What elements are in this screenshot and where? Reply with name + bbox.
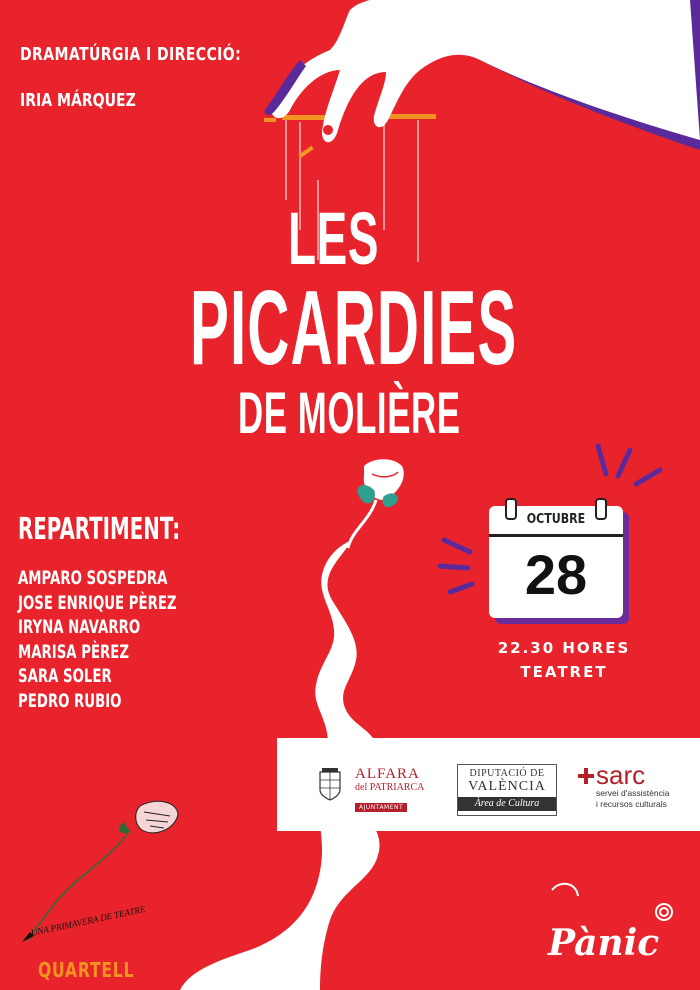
calendar-icon: [489, 506, 629, 624]
sarc-name: sarc: [596, 760, 646, 790]
cast-member: IRYNA NAVARRO: [18, 616, 141, 638]
title-line-3: DE MOLIÈRE: [238, 381, 461, 446]
title-line-1: LES: [288, 197, 380, 280]
alfara-sub: del PATRIARCA: [355, 782, 425, 793]
calendar-ring: [595, 498, 607, 520]
title-line-2: PICARDIES: [190, 269, 518, 387]
diputacio-logo: [457, 764, 557, 816]
cast-member: PEDRO RUBIO: [18, 689, 122, 712]
cast-member: SARA SOLER: [18, 665, 112, 687]
shield-icon: [318, 768, 342, 802]
hand-icon: [261, 0, 700, 157]
direction-label: DRAMATÚRGIA I DIRECCIÓ:: [20, 44, 242, 65]
sarc-logo: [578, 762, 669, 810]
schedule-venue: TEATRET: [520, 663, 608, 681]
quartell-logo: [38, 958, 134, 982]
calendar-day: 28: [524, 543, 588, 606]
calendar-divider: [489, 534, 623, 537]
director-name: IRIA MÁRQUEZ: [20, 90, 136, 111]
diputacio-line-1: DIPUTACIÓ DE: [469, 768, 545, 779]
diputacio-line-3: Àrea de Cultura: [458, 797, 556, 811]
schedule-time: 22.30 HORES: [497, 639, 631, 657]
flower-stem: [348, 500, 376, 548]
schedule: [494, 636, 634, 684]
cast-member: JOSE ENRIQUE PÈREZ: [18, 591, 177, 614]
sarc-sub-2: i recursos culturals: [596, 799, 667, 809]
cast-member: AMPARO SOSPEDRA: [18, 567, 168, 589]
panic-swirl: [552, 884, 672, 920]
spring-logo: UNA PRIMAVERA DE TEATRE: [30, 903, 147, 938]
alfara-tag: AJUNTAMENT: [355, 803, 407, 812]
flower-icon: [357, 459, 403, 507]
calendar-month: OCTUBRE: [499, 506, 613, 530]
panic-logo: Pànic: [548, 922, 660, 964]
calendar-card: [489, 506, 623, 618]
quartell-text: QUARTELL: [38, 958, 135, 982]
alfara-name: ALFARA: [355, 766, 420, 782]
calendar-ring: [505, 498, 517, 520]
cast-heading: REPARTIMENT:: [18, 512, 181, 547]
diputacio-line-2: VALÈNCIA: [468, 779, 546, 794]
sarc-sub-1: servei d'assistència: [596, 788, 670, 798]
cast-member: MARISA PÈREZ: [18, 640, 130, 663]
cast-list: [18, 566, 245, 713]
sarc-cross-icon: [578, 768, 594, 784]
alfara-logo: [355, 766, 424, 813]
